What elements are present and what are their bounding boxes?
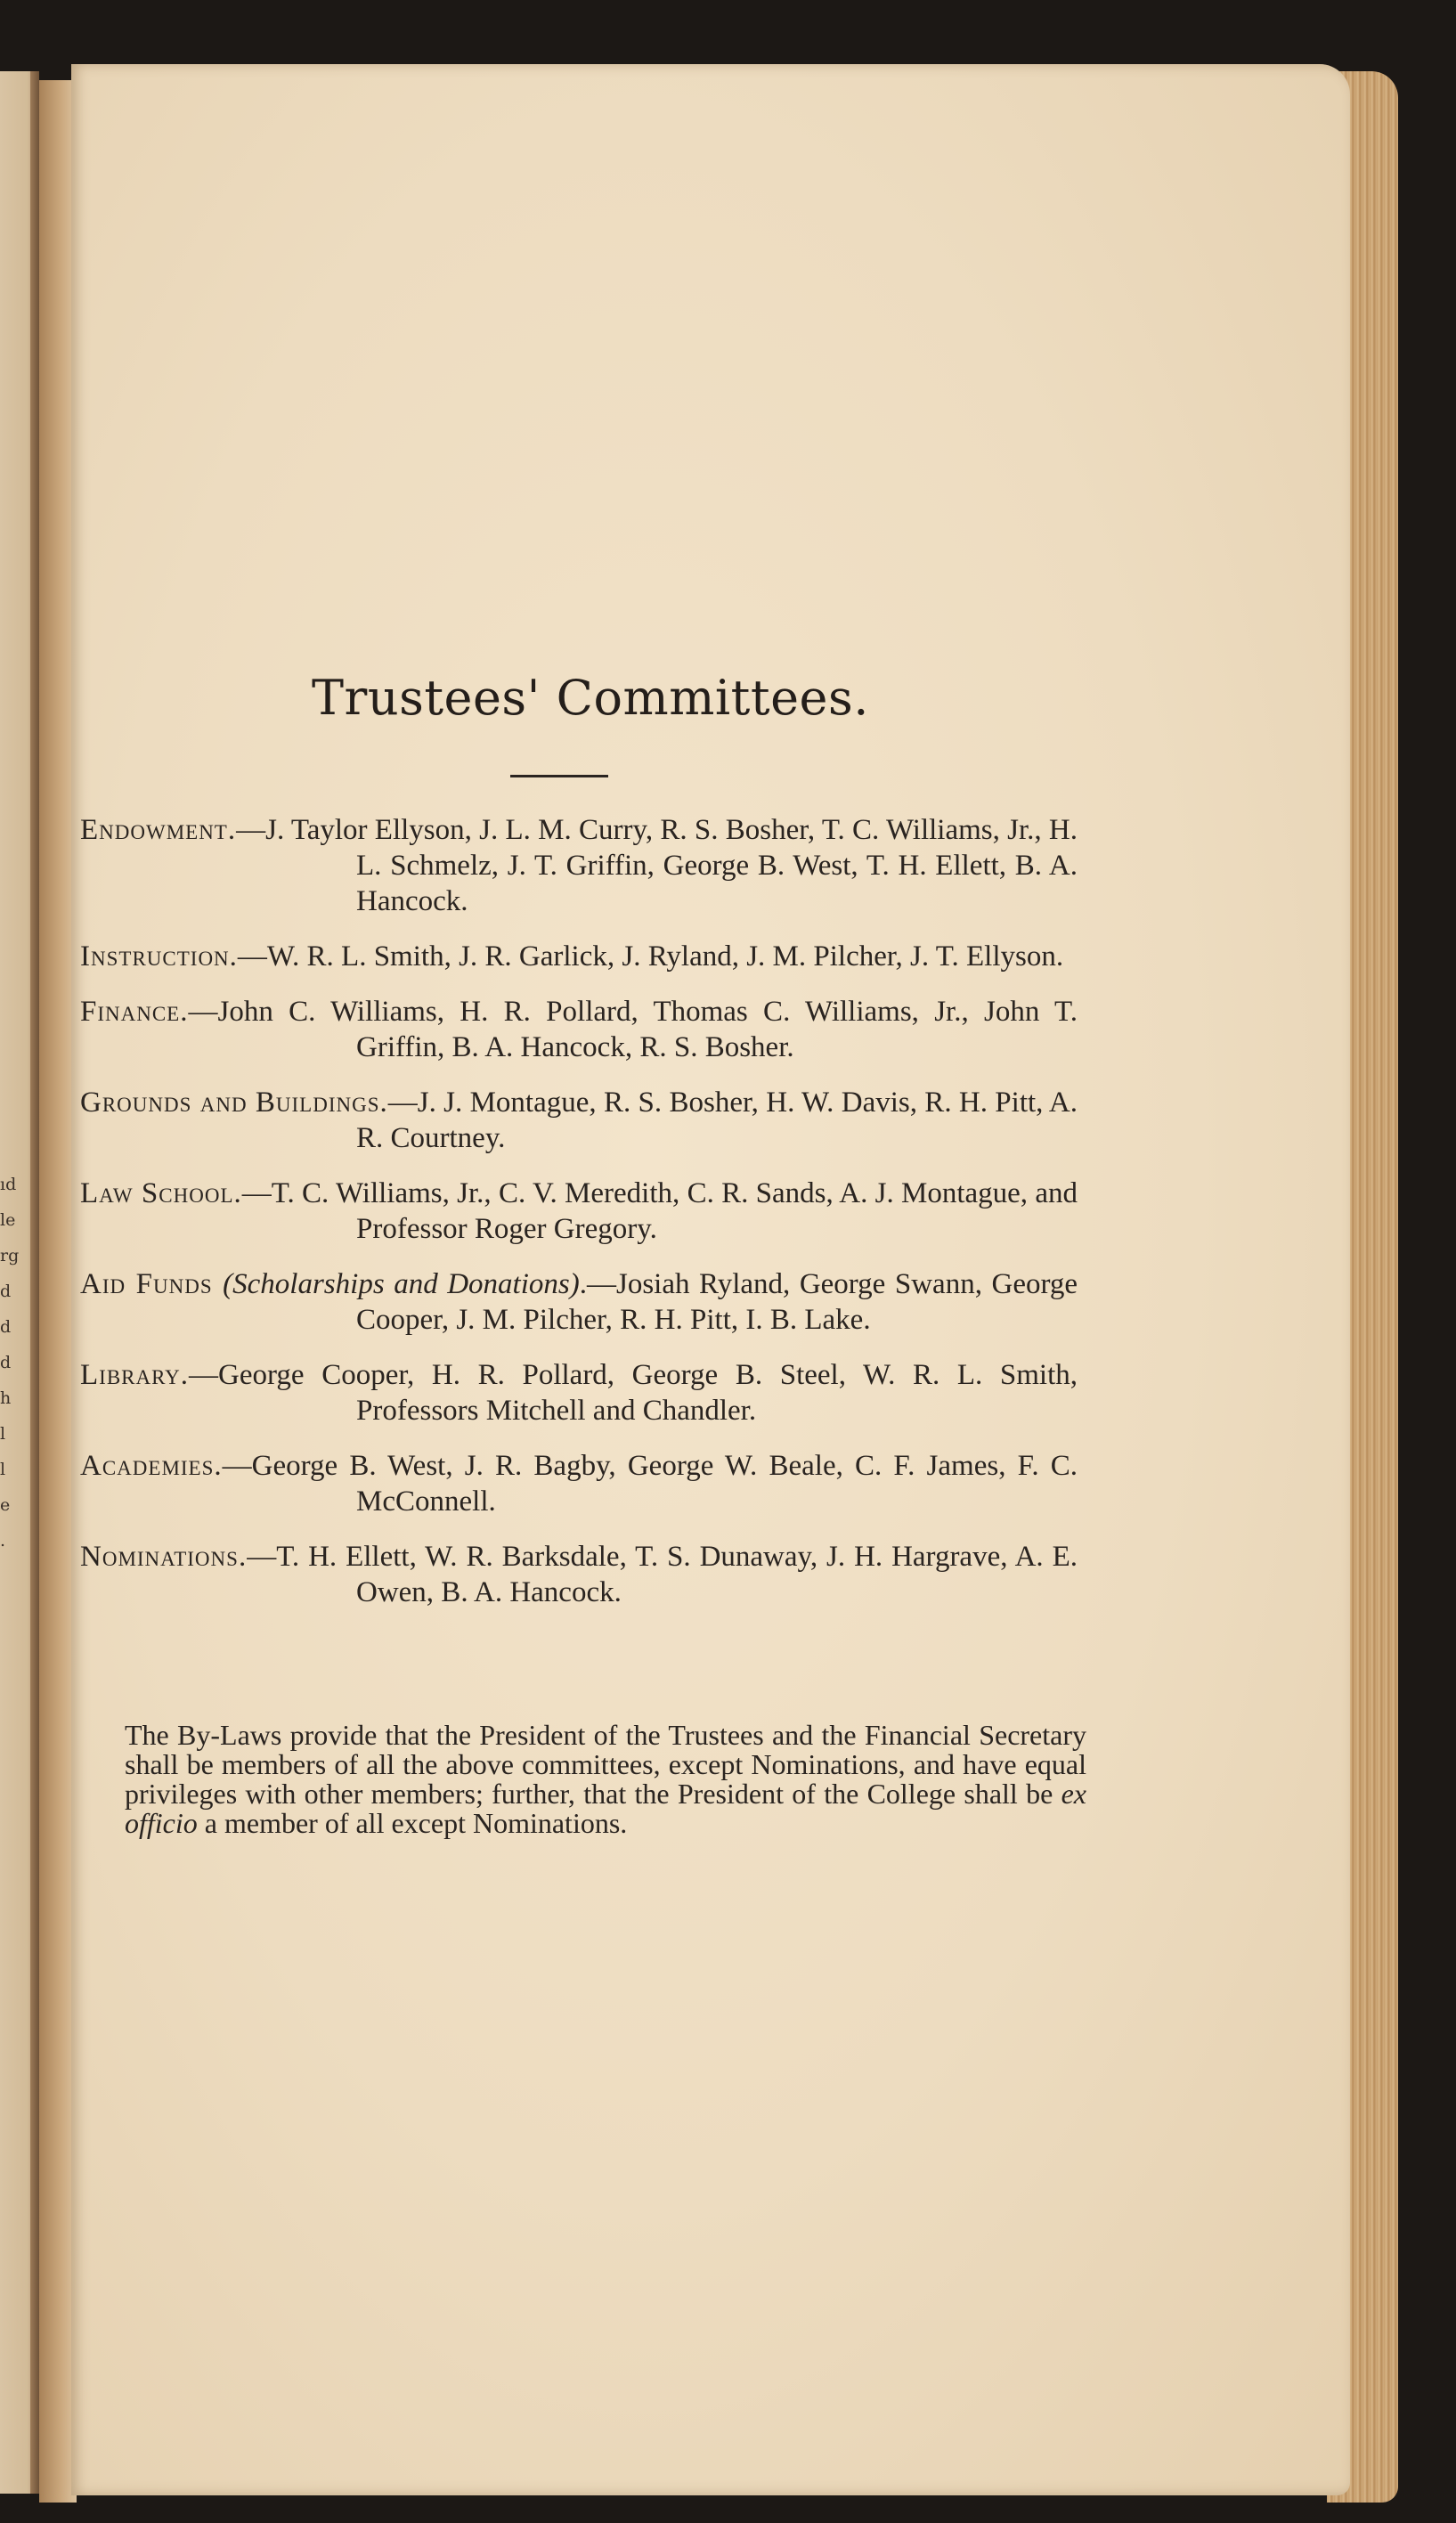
committee-members: —W. R. L. Smith, J. R. Garlick, J. Ryland, J. M. Pilcher, J. T. Ellyson.	[237, 940, 1064, 973]
committee-entry	[80, 1539, 1078, 1610]
committee-entry	[80, 1085, 1078, 1156]
committee-entry	[80, 1357, 1078, 1428]
left-page-fragment: l	[0, 1424, 6, 1444]
right-page	[71, 64, 1350, 2495]
committee-entry	[80, 939, 1078, 974]
committee-name: Nominations.	[80, 1541, 248, 1573]
bylaws-note	[125, 1721, 1086, 1838]
committee-members: —T. H. Ellett, W. R. Barksdale, T. S. Dunaway, J. H. Hargrave, A. E. Owen, B. A. Hancock.	[247, 1541, 1078, 1608]
left-page-text-fragments	[0, 1167, 27, 1559]
committee-entry	[80, 1448, 1078, 1519]
committee-members: —John C. Williams, H. R. Pollard, Thomas C. Williams, Jr., John T. Griffin, B. A. Hancock, R. S. Bosher.	[188, 996, 1078, 1063]
left-page-fragment: le	[0, 1210, 16, 1230]
left-page-fragment: e	[0, 1495, 11, 1515]
committee-members: —J. J. Montague, R. S. Bosher, H. W. Davis, R. H. Pitt, A. R. Courtney.	[356, 1087, 1078, 1154]
committee-entry	[80, 994, 1078, 1065]
committee-entry	[80, 1266, 1078, 1338]
left-page-edge	[0, 71, 39, 2494]
committee-members: —George Cooper, H. R. Pollard, George B. Steel, W. R. L. Smith, Professors Mitchell and Chandler.	[189, 1359, 1078, 1427]
committee-entry	[80, 812, 1078, 919]
title-rule	[510, 775, 608, 777]
left-page-fragment: rg	[0, 1246, 20, 1266]
committee-name: Endowment.	[80, 814, 237, 846]
committee-name: Aid Funds	[80, 1268, 224, 1300]
committee-name: Grounds and Buildings.	[80, 1087, 388, 1119]
left-page-fragment: .	[0, 1531, 6, 1550]
committee-members: .—Josiah Ryland, George Swann, George Cooper, J. M. Pilcher, R. H. Pitt, I. B. Lake.	[356, 1268, 1078, 1336]
committee-entry	[80, 1176, 1078, 1247]
committee-members: —J. Taylor Ellyson, J. L. M. Curry, R. S. Bosher, T. C. Williams, Jr., H. L. Schmelz, J. T. Griffin, George B. West, T. H. Ellett, B. A. Hancock.	[236, 814, 1078, 917]
left-page-fragment: l	[0, 1460, 6, 1479]
committee-name: Academies.	[80, 1450, 223, 1482]
bylaws-note-text: The By-Laws provide that the President of the Trustees and the Financial Secretary shall be members of all the above committees, except Nominations, and have equal privileges with other members; further, that the President of the College shall be	[125, 1719, 1086, 1810]
committee-name: Finance.	[80, 996, 189, 1028]
committee-members: —George B. West, J. R. Bagby, George W. Beale, C. F. James, F. C. McConnell.	[222, 1450, 1078, 1518]
left-page-fragment: d	[0, 1317, 12, 1337]
page-title: Trustees' Committees.	[312, 670, 869, 726]
bylaws-note-text-end: a member of all except Nominations.	[197, 1807, 628, 1839]
committee-name: Library.	[80, 1359, 190, 1391]
committee-subtitle: (Scholarships and Donations)	[223, 1268, 580, 1300]
left-page-fragment: h	[0, 1388, 12, 1408]
committee-list	[80, 812, 1078, 1630]
left-page-fragment: ıd	[0, 1175, 17, 1194]
bylaws-note-italic: ex officio	[125, 1778, 1086, 1839]
committee-name: Law School.	[80, 1177, 242, 1209]
left-page-fragment: d	[0, 1282, 12, 1301]
left-page-fragment: d	[0, 1353, 12, 1372]
committee-name: Instruction.	[80, 940, 238, 973]
left-page-shadow	[30, 71, 39, 2494]
committee-members: —T. C. Williams, Jr., C. V. Meredith, C. R. Sands, A. J. Montague, and Professor Roger Gregory.	[241, 1177, 1078, 1245]
